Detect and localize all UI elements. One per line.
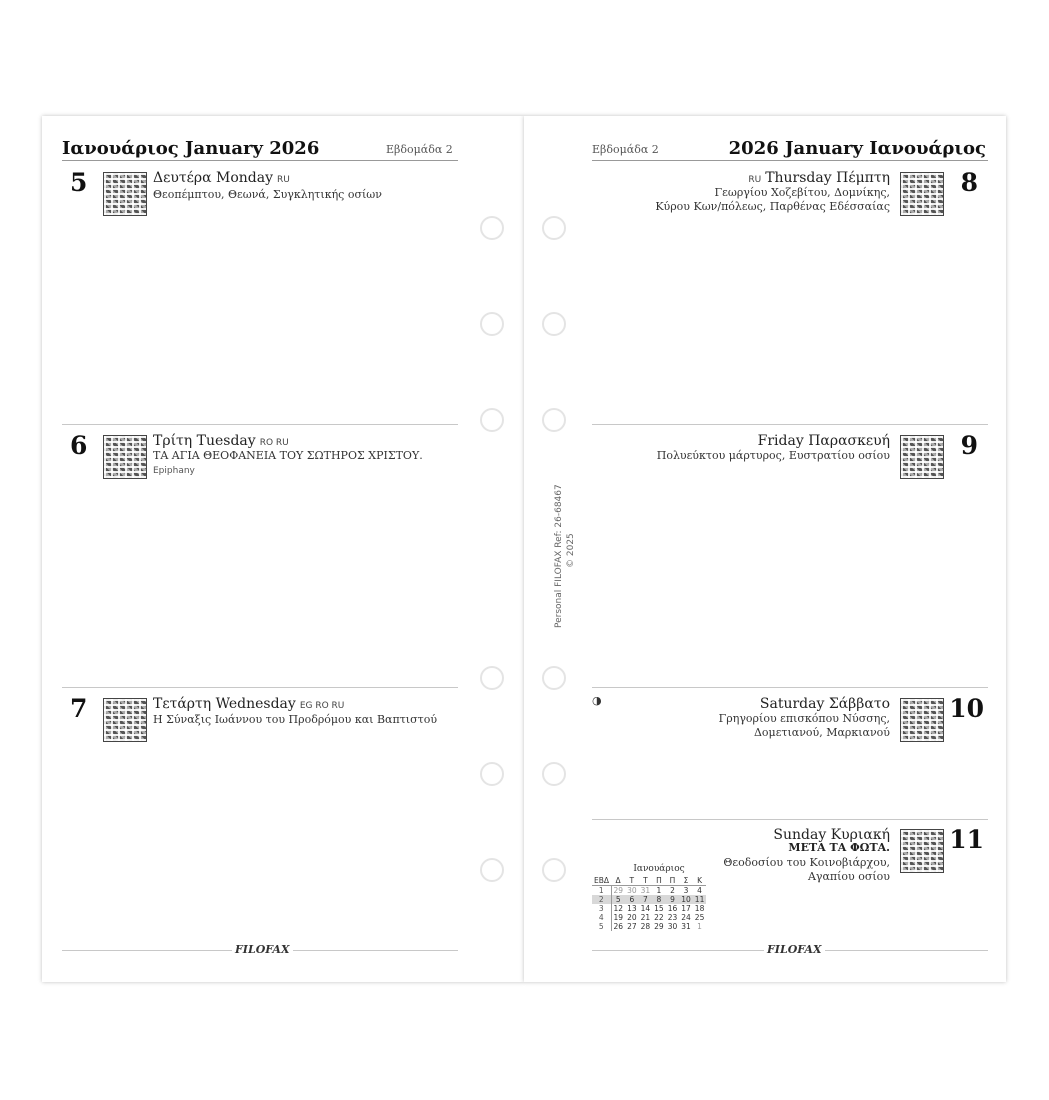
- binder-hole: [480, 408, 504, 432]
- weekday-header: Σ: [679, 876, 693, 886]
- qr-code-icon: [900, 172, 944, 216]
- weekday-header: Π: [652, 876, 666, 886]
- day-number: 10: [949, 694, 984, 723]
- binder-hole: [542, 216, 566, 240]
- mini-calendar: [592, 864, 716, 931]
- day-number: 6: [70, 431, 88, 460]
- header-rule: [62, 160, 458, 161]
- day-name: Δευτέρα Monday RU: [153, 170, 290, 186]
- day-divider: [592, 687, 988, 688]
- header-rule: [592, 160, 988, 161]
- left-page-title: Ιανουάριος January 2026: [62, 138, 320, 159]
- holiday-tags: EG RO RU: [299, 701, 345, 711]
- name-day-text: Πολυεύκτου μάρτυρος, Ευστρατίου οσίου: [656, 449, 890, 462]
- mini-calendar-header-row: [592, 876, 706, 886]
- day-divider: [62, 424, 458, 425]
- mini-calendar-week: 1 29 30 31 1 2 3 4: [592, 886, 706, 896]
- weekday-header: Τ: [625, 876, 639, 886]
- mini-calendar-week: 4 19 20 21 22 23 24 25: [592, 913, 706, 922]
- day-section-7[interactable]: [42, 692, 462, 932]
- name-day-text: Γεωργίου Χοζεβίτου, Δομνίκης,: [714, 186, 890, 199]
- day-divider: [592, 424, 988, 425]
- spine-copyright: © 2025: [566, 533, 576, 568]
- binder-hole: [542, 666, 566, 690]
- day-name: RU Thursday Πέμπτη: [748, 170, 890, 186]
- binder-hole: [480, 312, 504, 336]
- right-week-label: Εβδομάδα 2: [592, 143, 659, 156]
- holiday-note: Epiphany: [153, 466, 195, 476]
- qr-code-icon: [103, 435, 147, 479]
- weekday-header: Π: [666, 876, 680, 886]
- qr-code-icon: [900, 435, 944, 479]
- qr-code-icon: [900, 698, 944, 742]
- binder-hole: [480, 666, 504, 690]
- name-day-text: Θεοπέμπτου, Θεωνά, Συγκλητικής οσίων: [153, 188, 382, 201]
- weekday-header: Κ: [693, 876, 707, 886]
- binder-hole: [480, 858, 504, 882]
- day-name: Sunday Κυριακή: [773, 827, 890, 843]
- binder-hole: [480, 216, 504, 240]
- day-name: Saturday Σάββατο: [759, 696, 890, 712]
- name-day-text: Δομετιανού, Μαρκιανού: [753, 726, 890, 739]
- mini-calendar-week: 5 26 27 28 29 30 31 1: [592, 922, 706, 931]
- filofax-logo: FILOFAX: [232, 943, 293, 956]
- spine-ref-text: Personal FILOFAX Ref: 26-68467: [554, 484, 564, 628]
- day-section-9[interactable]: [586, 429, 1006, 679]
- holiday-tags: RU: [277, 175, 290, 185]
- weekday-header: Δ: [611, 876, 625, 886]
- mini-calendar-grid: [592, 876, 706, 931]
- day-number: 9: [960, 431, 978, 460]
- binder-hole: [480, 762, 504, 786]
- binder-hole: [542, 762, 566, 786]
- day-name: Τρίτη Tuesday RO RU: [153, 433, 289, 449]
- holiday-tags: RU: [748, 175, 762, 185]
- binder-hole: [542, 858, 566, 882]
- mini-calendar-title: Ιανουάριος: [633, 864, 685, 874]
- day-name: Τετάρτη Wednesday EG RO RU: [153, 696, 345, 712]
- name-day-text: Γρηγορίου επισκόπου Νύσσης,: [718, 712, 890, 725]
- feast-text: ΤΑ ΑΓΙΑ ΘΕΟΦΑΝΕΙΑ ΤΟΥ ΣΩΤΗΡΟΣ ΧΡΙΣΤΟΥ.: [153, 449, 423, 462]
- day-number: 5: [70, 168, 88, 197]
- mini-calendar-week-current: 2 5 6 7 8 9 10 11: [592, 895, 706, 904]
- day-section-6[interactable]: [42, 429, 462, 679]
- day-number: 7: [70, 694, 88, 723]
- day-section-10[interactable]: [586, 692, 1006, 817]
- qr-code-icon: [900, 829, 944, 873]
- weekday-header: Τ: [639, 876, 653, 886]
- filofax-logo: FILOFAX: [764, 943, 825, 956]
- left-page: [42, 116, 524, 982]
- right-page: [524, 116, 1006, 982]
- day-divider: [62, 687, 458, 688]
- moon-phase-icon: ◑: [592, 694, 602, 707]
- weekday-header: ΕΒΔ: [594, 876, 610, 885]
- right-page-title: 2026 January Ιανουάριος: [728, 138, 986, 159]
- day-number: 11: [949, 825, 984, 854]
- day-number: 8: [960, 168, 978, 197]
- binder-hole: [542, 312, 566, 336]
- qr-code-icon: [103, 172, 147, 216]
- day-section-8[interactable]: [586, 166, 1006, 416]
- holiday-tags: RO RU: [259, 438, 289, 448]
- name-day-text: Η Σύναξις Ιωάννου του Προδρόμου και Βαπτιστού: [153, 713, 438, 726]
- qr-code-icon: [103, 698, 147, 742]
- feast-text: ΜΕΤΑ ΤΑ ΦΩΤΑ.: [788, 841, 890, 854]
- mini-calendar-week: 3 12 13 14 15 16 17 18: [592, 904, 706, 913]
- left-week-label: Εβδομάδα 2: [386, 143, 453, 156]
- name-day-text: Θεοδοσίου του Κοινοβιάρχου,: [723, 856, 890, 869]
- day-divider: [592, 819, 988, 820]
- day-section-5[interactable]: [42, 166, 462, 416]
- name-day-text: Αγαπίου οσίου: [807, 870, 890, 883]
- day-name: Friday Παρασκευή: [757, 433, 890, 449]
- name-day-text: Κύρου Κων/πόλεως, Παρθένας Εδέσσαίας: [655, 200, 890, 213]
- binder-hole: [542, 408, 566, 432]
